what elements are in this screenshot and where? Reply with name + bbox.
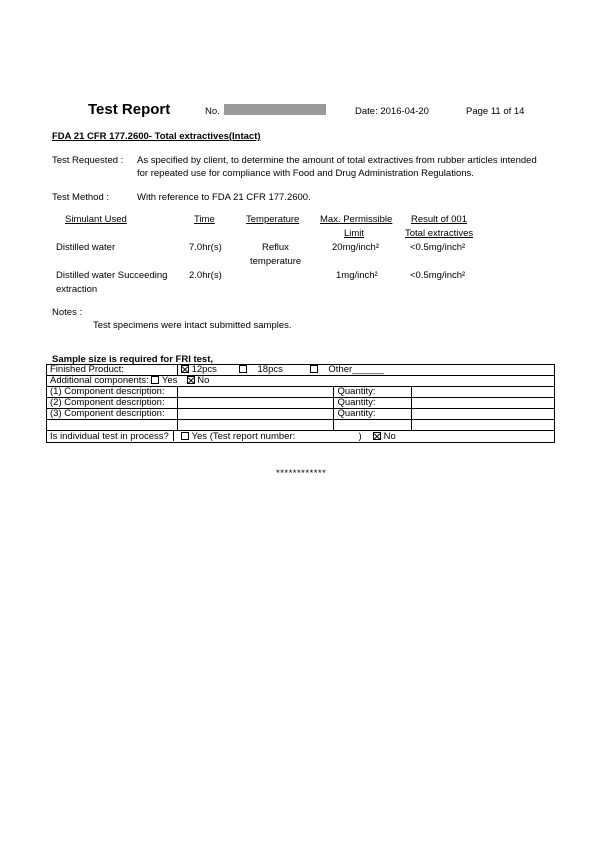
option-other: Other______ (328, 364, 384, 375)
component-1-quantity-value[interactable] (412, 387, 555, 398)
component-3-quantity-value[interactable] (412, 409, 555, 420)
row1-time: 7.0hr(s) (189, 242, 222, 253)
component-3-quantity-label: Quantity: (334, 409, 412, 420)
form-row-finished-product (47, 365, 555, 376)
option-18pcs: 18pcs (257, 364, 283, 375)
checkbox-individual-yes[interactable] (181, 432, 189, 440)
additional-label: Additional components: (50, 375, 149, 386)
individual-test-label: Is individual test in process? (50, 431, 169, 442)
notes-text: Test specimens were intact submitted samples. (93, 320, 292, 331)
row2-simulant-2: extraction (56, 284, 98, 295)
header-temperature: Temperature (246, 214, 300, 225)
header-max-limit-2: Limit (344, 228, 365, 239)
row2-simulant-1: Distilled water Succeeding (56, 270, 168, 281)
header-result-1: Result of 001 (411, 214, 467, 225)
component-1-value[interactable] (177, 387, 334, 398)
form-row-component-3 (47, 409, 555, 420)
redacted-report-number (224, 104, 326, 115)
component-2-quantity-value[interactable] (412, 398, 555, 409)
finished-product-options (177, 365, 554, 376)
checkbox-18pcs[interactable] (239, 365, 247, 373)
individual-close-paren: ) (358, 431, 362, 442)
form-row-blank (47, 420, 555, 431)
row2-result: <0.5mg/inch² (410, 270, 466, 281)
test-method-label: Test Method : (52, 192, 110, 203)
header-max-limit-1: Max. Permissible (320, 214, 393, 225)
fri-sample-form (46, 364, 555, 443)
component-1-label: (1) Component description: (47, 387, 178, 398)
report-title: Test Report (88, 101, 171, 118)
component-2-quantity-label: Quantity: (334, 398, 412, 409)
form-heading: Sample size is required for FRI test, (52, 354, 214, 365)
header-result-2: Total extractives (405, 228, 474, 239)
test-requested-text-1: As specified by client, to determine the amount of total extractives from rubber articles intended (137, 155, 537, 166)
notes-label: Notes : (52, 307, 83, 318)
page-number: Page 11 of 14 (466, 106, 525, 117)
form-row-additional (47, 376, 555, 387)
individual-test (47, 431, 555, 443)
additional-yes: Yes (161, 375, 178, 386)
component-1-quantity-label: Quantity: (334, 387, 412, 398)
checkbox-other[interactable] (310, 365, 318, 373)
test-requested-label: Test Requested : (52, 155, 124, 166)
checkbox-additional-yes[interactable] (151, 376, 159, 384)
section-heading: FDA 21 CFR 177.2600- Total extractives(Intact) (52, 131, 261, 142)
individual-yes: Yes (Test report number: (191, 431, 296, 442)
test-requested-text-2: for repeated use for compliance with Food and Drug Administration Regulations. (137, 168, 474, 179)
component-2-label: (2) Component description: (47, 398, 178, 409)
additional-no: No (197, 375, 210, 386)
row1-simulant: Distilled water (56, 242, 116, 253)
row1-limit: 20mg/inch² (332, 242, 379, 253)
checkbox-individual-no-checked[interactable] (373, 432, 381, 440)
header-time: Time (194, 214, 215, 225)
component-3-value[interactable] (177, 409, 334, 420)
finished-product-label: Finished Product: (47, 365, 178, 376)
end-of-page-stars: ************ (276, 468, 327, 479)
form-row-component-1 (47, 387, 555, 398)
row1-temperature-2: temperature (250, 256, 302, 267)
checkbox-additional-no-checked[interactable] (187, 376, 195, 384)
additional-components (47, 376, 555, 387)
report-date: Date: 2016-04-20 (355, 106, 429, 117)
row1-result: <0.5mg/inch² (410, 242, 466, 253)
component-3-label: (3) Component description: (47, 409, 178, 420)
header-simulant: Simulant Used (65, 214, 127, 225)
individual-no: No (383, 431, 396, 442)
form-row-component-2 (47, 398, 555, 409)
option-12pcs: 12pcs (191, 364, 217, 375)
checkbox-12pcs-checked[interactable] (181, 365, 189, 373)
row1-temperature-1: Reflux (262, 242, 289, 253)
row2-time: 2.0hr(s) (189, 270, 222, 281)
form-row-individual-test (47, 431, 555, 443)
report-number-label: No. (205, 106, 220, 117)
row2-limit: 1mg/inch² (336, 270, 378, 281)
component-2-value[interactable] (177, 398, 334, 409)
test-method-value: With reference to FDA 21 CFR 177.2600. (137, 192, 311, 203)
